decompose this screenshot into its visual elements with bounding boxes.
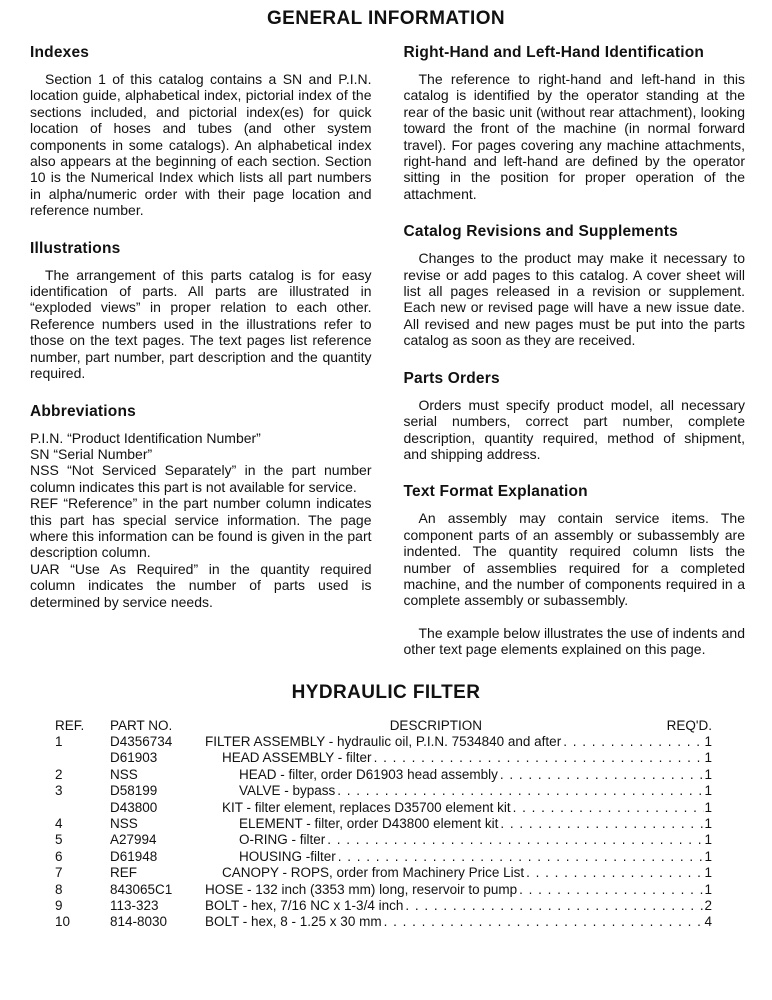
description-text: HEAD ASSEMBLY - filter [222,750,372,766]
description-cell [205,800,712,816]
section-parts-orders [404,370,746,463]
qty-cell: 1 [704,832,712,848]
paragraph: Orders must specify product model, all necessary serial numbers, correct part number, complete description, quantity required, method of shipment, and shipping address. [403,396,745,462]
description-cell [205,750,712,766]
qty-cell: 1 [704,848,712,864]
description-cell [205,783,712,799]
abbreviation-entry: P.I.N. “Product Identification Number” [30,429,261,446]
description-cell [205,882,712,898]
part-no-cell: 843065C1 [110,881,173,897]
description-text: CANOPY - ROPS, order from Machinery Price List [222,865,525,881]
table-row [55,734,712,750]
section-indexes-heading: Indexes [30,44,90,61]
page-title: GENERAL INFORMATION [266,8,506,29]
section-text-format [404,483,746,657]
abbreviation-entry: NSS “Not Serviced Separately” in the part number column indicates this part is not available for service. [30,462,372,495]
qty-cell: 2 [704,898,712,914]
description-text: BOLT - hex, 7/16 NC x 1-3/4 inch [205,898,404,914]
ref-cell: 7 [55,865,63,881]
paragraph: The reference to right-hand and left-hand in this catalog is identified by the operator standing at the rear of the basic unit (without rear attachment), looking toward the front of the machine (in normal forward travel). For pages covering any machine attachments, right-hand and left-hand are defined by the operator sitting in the position for proper operation of the attachment. [403,71,745,202]
ref-cell: 3 [55,783,63,799]
description-cell [205,767,712,783]
section-illustrations [30,240,372,382]
section-abbreviations [30,403,372,610]
table-row [55,898,712,914]
ref-cell: 6 [55,848,63,864]
section-illustrations-heading: Illustrations [30,239,121,257]
dot-leader [519,882,704,898]
paragraph: An assembly may contain service items. The component parts of an assembly or subassembly are indented. The quantity required column lists the number of assemblies required for a completed machine, and the number of components required in a complete assembly or subassembly. [403,510,745,609]
part-no-cell: 113-323 [110,898,159,914]
qty-cell: 1 [704,766,712,782]
description-cell [205,914,712,930]
paragraph: The example below illustrates the use of indents and other text page elements explained on this page. [403,624,745,658]
qty-cell: 1 [704,799,712,815]
right-column [404,44,746,658]
description-cell [205,816,712,832]
section-catalog-revisions [404,223,746,348]
dot-leader [513,800,705,816]
header-description: DESCRIPTION [389,717,482,733]
table-row [55,816,712,832]
description-cell [205,898,712,914]
description-text: KIT - filter element, replaces D35700 element kit [222,799,511,815]
table-row [55,750,712,766]
description-cell [205,865,712,881]
description-text: FILTER ASSEMBLY - hydraulic oil, P.I.N. 7534840 and after [205,733,562,749]
part-no-cell: D58199 [110,783,158,799]
table-row [55,865,712,881]
qty-cell: 1 [704,816,712,831]
description-text: ELEMENT - filter, order D43800 element kit [239,816,499,831]
abbreviation-entry: REF “Reference” in the part number column indicates this part has special service information. The page where this information can be found is given in the part description column. [30,495,372,561]
section-catalog-revisions-heading: Catalog Revisions and Supplements [403,223,678,241]
left-column [30,44,372,658]
header-ref: REF. [55,717,85,733]
header-reqd: REQ'D. [666,717,712,733]
section-parts-orders-heading: Parts Orders [403,369,500,387]
ref-cell: 8 [55,881,63,897]
description-text: VALVE - bypass [239,783,336,799]
paragraph: Section 1 of this catalog contains a SN and P.I.N. location guide, alphabetical index, pictorial index of the sections included, and pictorial index(es) for quick location of hoses and tubes (and other system components in some catalogs). An alphabetical index also appears at the beginning of each section. Section 10 is the Numerical Index which lists all part numbers in alpha/numeric order with their page location and reference number. [30,71,372,219]
qty-cell: 4 [704,914,712,930]
description-text: HEAD - filter, order D61903 head assembly [239,766,498,782]
qty-cell: 1 [704,865,712,881]
part-no-cell: NSS [110,816,138,831]
parts-table-title: HYDRAULIC FILTER [291,681,481,703]
qty-cell: 1 [704,750,712,766]
abbreviation-entry: UAR “Use As Required” in the quantity required column indicates the number of parts used is determined by service needs. [30,560,372,610]
qty-cell: 1 [704,783,712,799]
description-text: HOUSING -filter [239,848,336,864]
table-row [55,832,712,848]
dot-leader [374,750,705,766]
description-text: O-RING - filter [239,832,326,848]
table-row [55,767,712,783]
paragraph: The arrangement of this parts catalog is for easy identification of parts. All parts are illustrated in “exploded views” in proper relation to each other. Reference numbers used in the illustrations refer to those on the text pages. The text pages list reference number, part number, part description and the quantity required. [30,266,372,382]
part-no-cell: REF [110,865,137,881]
parts-table [55,718,712,931]
two-column-body [0,44,772,658]
dot-leader [563,734,704,750]
description-cell [205,832,712,848]
section-rh-lh-identification [404,44,746,202]
section-text-format-heading: Text Format Explanation [403,483,588,501]
table-row [55,783,712,799]
ref-cell: 9 [55,898,63,914]
qty-cell: 1 [704,733,712,749]
dot-leader [405,898,704,914]
part-no-cell: 814-8030 [110,914,168,930]
table-row [55,914,712,930]
dot-leader [337,783,704,799]
section-abbreviations-heading: Abbreviations [30,402,136,420]
part-no-cell: NSS [110,766,138,782]
dot-leader [384,914,705,930]
section-indexes [30,44,372,219]
header-part-no: PART NO. [110,717,173,733]
section-rh-lh-heading: Right-Hand and Left-Hand Identification [403,44,705,61]
part-no-cell: D4356734 [110,733,173,749]
table-row [55,849,712,865]
paragraph: Changes to the product may make it necessary to revise or add pages to this catalog. A cover sheet will list all pages released in a revision or supplement. Each new or revised page will have a new issue date. All revised and new pages must be put into the parts catalog as soon as they are received. [403,250,745,349]
ref-cell: 1 [55,733,63,749]
ref-cell: 2 [55,766,63,782]
dot-leader [500,816,704,832]
ref-cell: 10 [55,914,71,930]
dot-leader [500,767,705,783]
qty-cell: 1 [704,881,712,897]
part-no-cell: D61903 [110,750,158,766]
table-header-row [55,718,712,734]
part-no-cell: D61948 [110,848,158,864]
table-row [55,882,712,898]
description-text: HOSE - 132 inch (3353 mm) long, reservoir to pump [205,881,518,897]
ref-cell: 5 [55,832,63,848]
description-text: BOLT - hex, 8 - 1.25 x 30 mm [205,914,382,930]
dot-leader [338,849,705,865]
description-cell [205,849,712,865]
part-no-cell: A27994 [110,832,157,848]
part-no-cell: D43800 [110,799,158,815]
ref-cell: 4 [55,816,63,831]
description-cell [205,734,712,750]
dot-leader [526,865,704,881]
table-row [55,800,712,816]
abbreviation-entry: SN “Serial Number” [30,445,153,462]
dot-leader [327,832,704,848]
